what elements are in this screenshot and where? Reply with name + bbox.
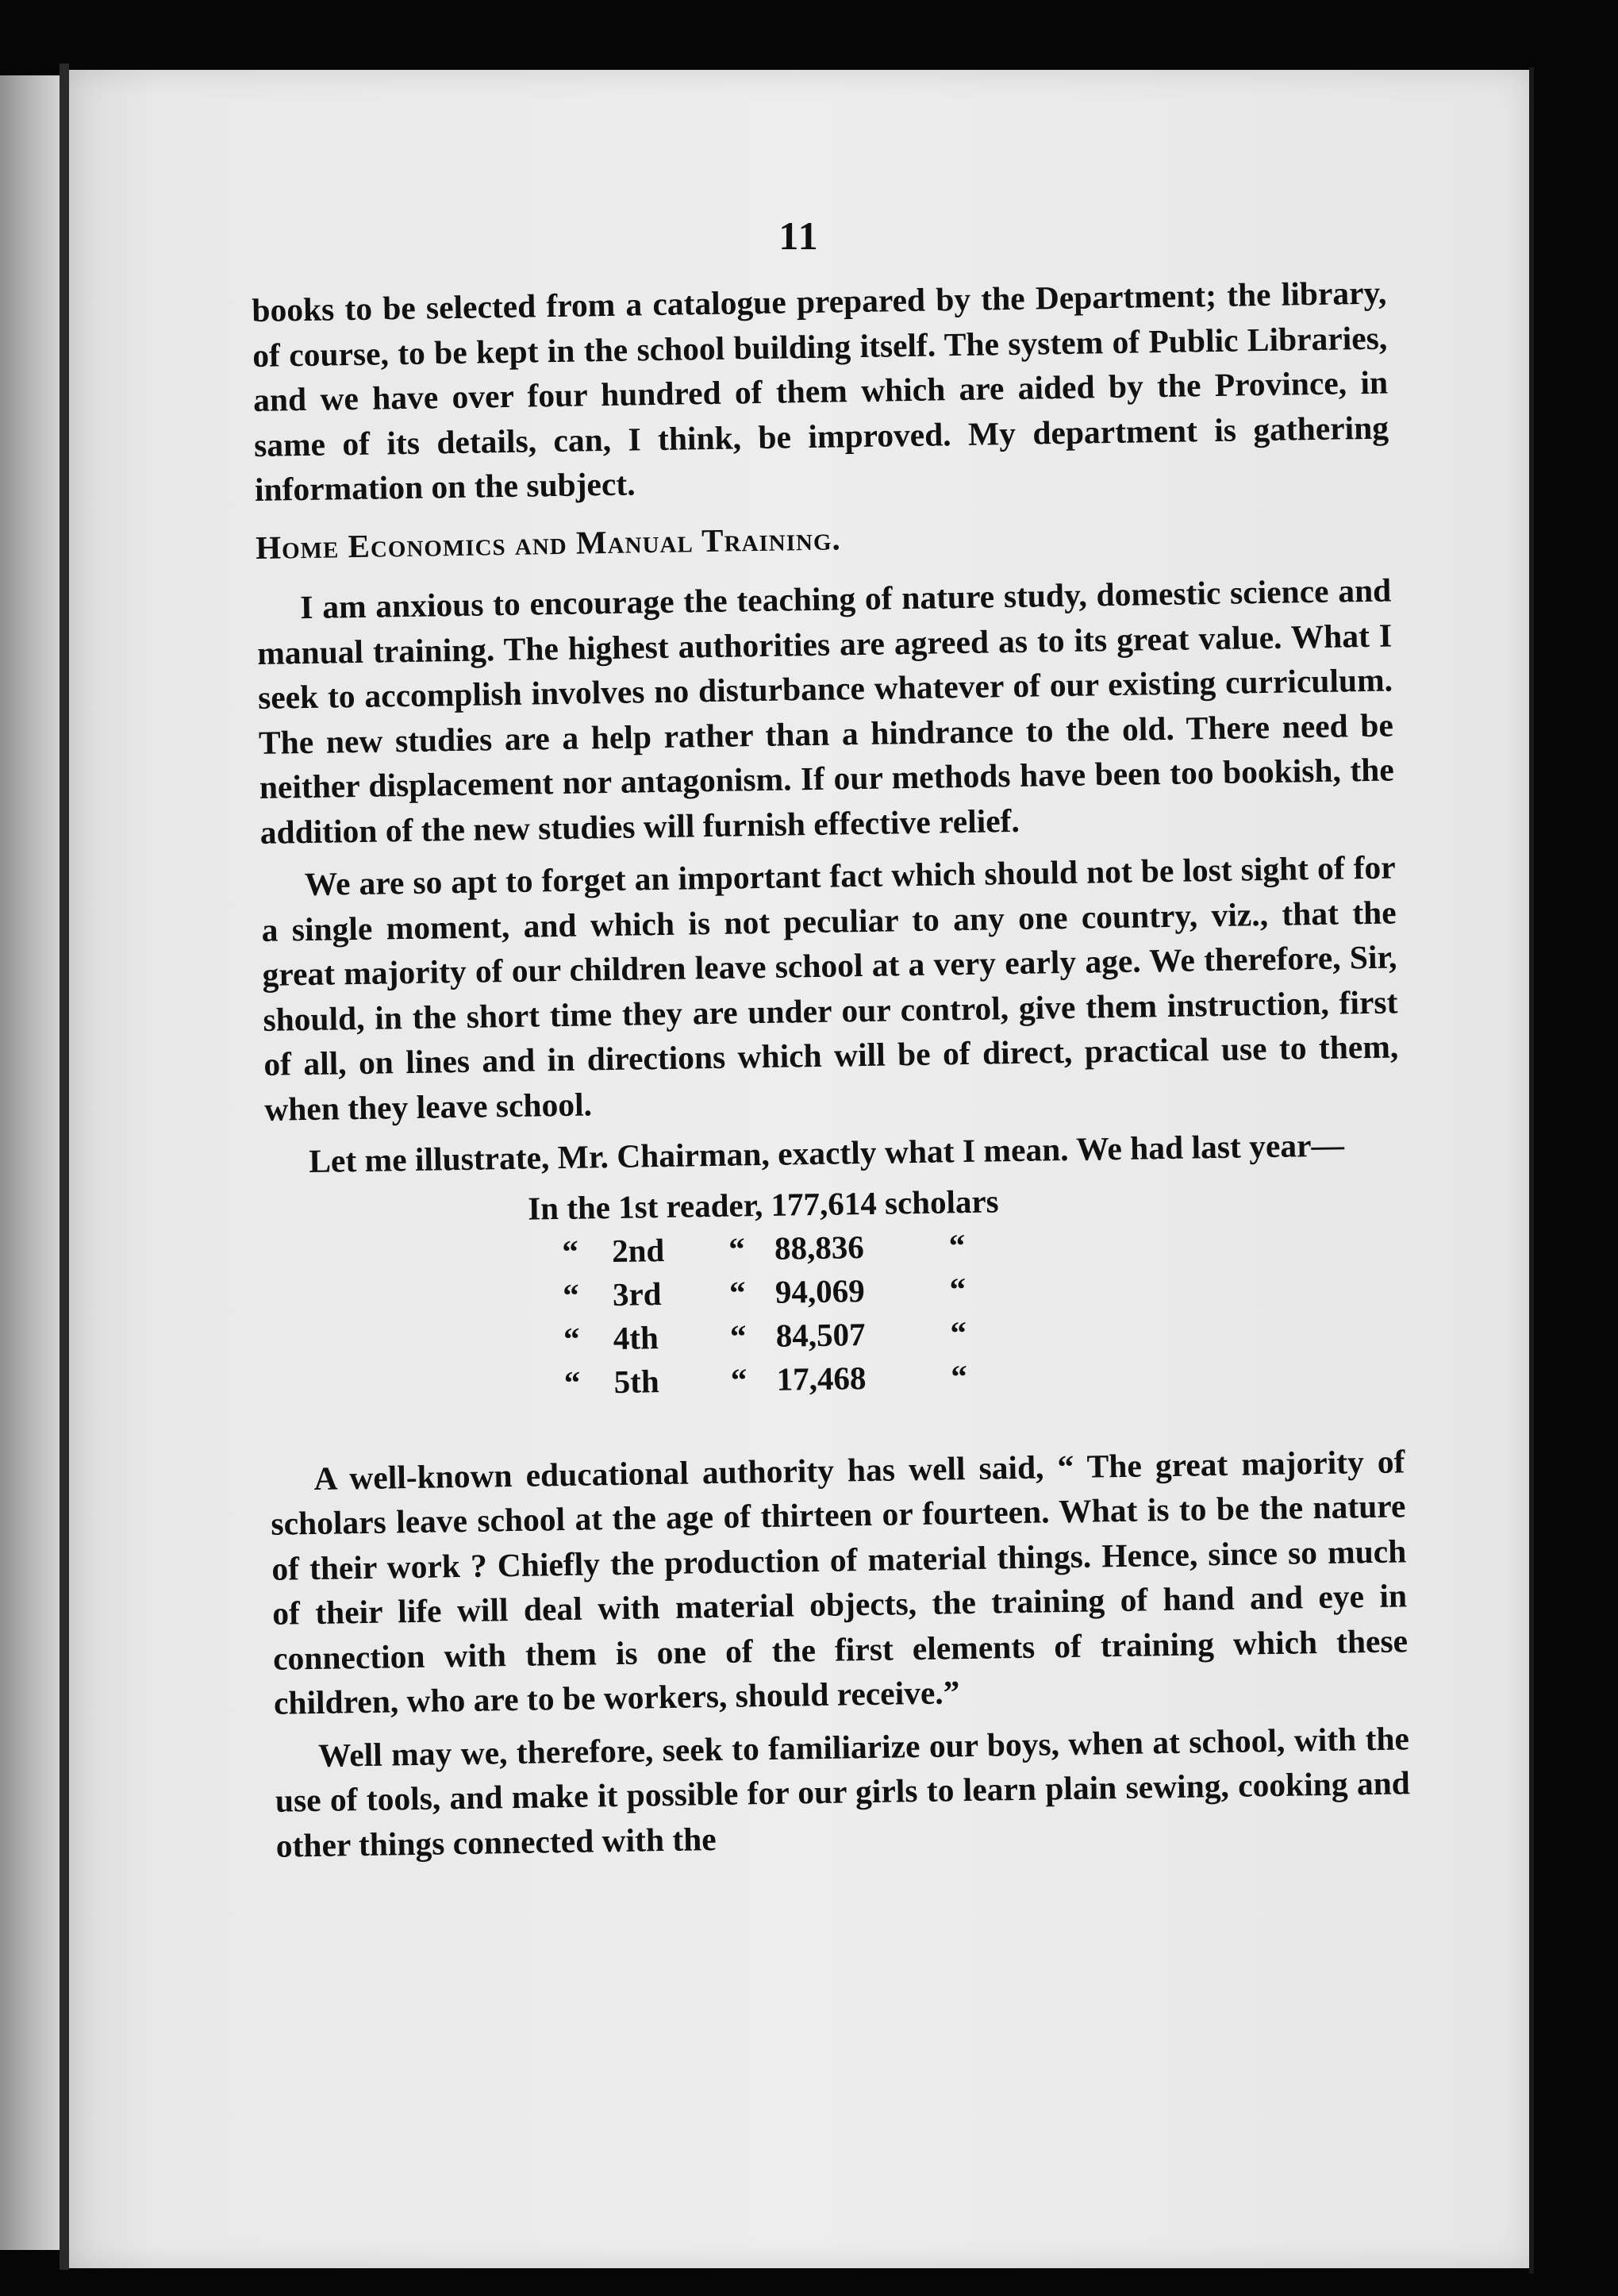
scholar-count: 94,069	[774, 1271, 866, 1310]
table-row	[530, 1354, 1007, 1405]
paragraph-familiarize: Well may we, therefore, seek to familiarize our boys, when at school, with the use of tools, and make it possible for our girls to learn plain sewing, cooking and other things connected with the	[275, 1719, 1411, 1864]
ditto-mark: “	[561, 1233, 579, 1270]
reader-statistics-table	[528, 1179, 1007, 1405]
ditto-mark: “	[949, 1270, 967, 1307]
previous-page-edge	[0, 75, 60, 2250]
section-heading: Home Economics and Manual Training.	[255, 519, 842, 566]
table-row	[528, 1223, 1005, 1274]
ditto-mark: “	[562, 1276, 580, 1313]
reader-grade: 2nd	[611, 1231, 665, 1269]
book-gutter	[60, 63, 69, 2270]
ditto-mark: “	[728, 1229, 746, 1267]
paragraph-illustrate: Let me illustrate, Mr. Chairman, exactly what I mean. We had last year—	[308, 1126, 1345, 1179]
table-row	[529, 1267, 1006, 1317]
ditto-mark: “	[729, 1317, 747, 1355]
ditto-mark: “	[951, 1357, 968, 1394]
ditto-mark: “	[728, 1273, 747, 1311]
first-reader-row: In the 1st reader, 177,614 scholars	[527, 1182, 999, 1227]
paragraph-quotation: A well-known educational authority has well said, “ The great majority of scholars leave school at the age of thirteen or fourteen. What is to be the nature of their work ? Chiefly the production of material things. Hence, since so much of their life will deal with material objects, the training of hand and eye in connection with them is one of the first elements of training which these children, who are to be workers, should receive.”	[271, 1442, 1409, 1721]
scholar-count: 84,507	[775, 1315, 866, 1354]
paragraph-library: books to be selected from a catalogue prepared by the Department; the library, of course, to be kept in the school building itself. The system of Public Libraries, and we have over four hundred of them which are aided by the Province, in same of its details, can, I think, be improved. My department is gathering information on the subject.	[252, 274, 1389, 508]
paragraph-early-leaving: We are so apt to forget an important fact which should not be lost sight of for a single moment, and which is not peculiar to any one country, viz., that the great majority of our children leave school at a very early age. We therefore, Sir, should, in the short time they are under our control, give them instruction, first of all, on lines and in directions which will be of direct, practical use to them, when they leave school.	[261, 848, 1399, 1128]
reader-grade: 4th	[613, 1318, 659, 1356]
page-body	[252, 271, 1411, 1868]
ditto-mark: “	[563, 1363, 581, 1401]
page-right-edge	[1529, 67, 1534, 2274]
book-page	[69, 70, 1529, 2268]
ditto-mark: “	[563, 1320, 580, 1357]
ditto-mark: “	[950, 1313, 967, 1351]
table-row	[529, 1310, 1006, 1361]
reader-grade: 3rd	[612, 1275, 662, 1313]
ditto-mark: “	[948, 1226, 966, 1263]
scholar-count: 88,836	[774, 1228, 865, 1267]
paragraph-nature-study: I am anxious to encourage the teaching of nature study, domestic science and manual training. The highest authorities are agreed as to its great value. What I seek to accomplish involves no disturbance whatever of our existing curriculum. The new studies are a help rather than a hindrance to the old. There need be neither displacement nor antagonism. If our methods have been too bookish, the addition of the new studies will furnish effective relief.	[256, 571, 1395, 851]
reader-grade: 5th	[613, 1362, 660, 1400]
page-number: 11	[778, 213, 820, 258]
table-row	[528, 1179, 1005, 1230]
scholar-count: 17,468	[776, 1359, 867, 1398]
ditto-mark: “	[730, 1360, 748, 1398]
